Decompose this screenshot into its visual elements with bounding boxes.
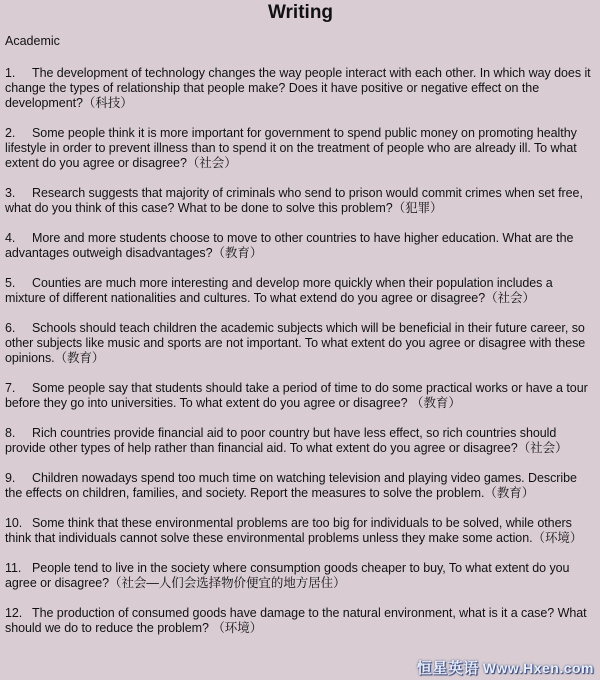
question-text: Some think that these environmental problems are too big for individuals to be solved, while others think that individuals cannot solve these environmental problems unless they make some action.（环境） [5,516,583,545]
question-text: Research suggests that majority of criminals who send to prison would commit crimes when set free, what do you think of this case? What to be done to solve this problem?（犯罪） [5,186,583,215]
question-item [5,471,596,501]
question-item [5,426,596,456]
question-text: Rich countries provide financial aid to poor country but have less effect, so rich countries should provide other types of help rather than financial aid. To what extent do you agree or disagree?（社会） [5,426,568,455]
question-number: 6. [5,321,16,335]
question-item [5,231,596,261]
question-number: 7. [5,381,16,395]
question-number: 2. [5,126,16,140]
question-item [5,381,596,411]
question-text: Counties are much more interesting and develop more quickly when their population includes a mixture of different nationalities and cultures. To what extend do you agree or disagree?（社会） [5,276,553,305]
question-number: 10. [5,516,23,530]
question-number: 11. [5,561,22,575]
question-text: Schools should teach children the academic subjects which will be beneficial in their future career, so other subjects like music and sports are not important. To what extent do you agree or disagree with these opinions.（教育） [5,321,586,365]
watermark-url: Www.Hxen.com [482,660,594,676]
question-number: 3. [5,186,16,200]
section-label: Academic [5,34,60,48]
question-text: More and more students choose to move to other countries to have higher education. What are the advantages outweigh disadvantages?（教育） [5,231,574,260]
question-item [5,321,596,366]
question-text: Children nowadays spend too much time on watching television and playing video games. Describe the effects on children, families, and society. Report the measures to solve the problem.（教育） [5,471,577,500]
question-list [5,66,596,636]
question-text: Some people say that students should take a period of time to do some practical works or have a tour before they go into universities. To what extent do you agree or disagree? （教育） [5,381,588,410]
page-title: Writing [267,2,334,23]
question-item [5,126,596,171]
watermark-cn: 恒星英语 [416,660,479,677]
question-item [5,561,596,591]
question-number: 8. [5,426,16,440]
question-item [5,516,596,546]
site-watermark [417,657,594,678]
question-text: The development of technology changes the way people interact with each other. In which way does it change the types of relationship that people make? Does it have positive or negative effect on the development?（科技） [5,66,591,110]
question-number: 1. [5,66,16,80]
question-item [5,66,596,111]
question-text: People tend to live in the society where consumption goods cheaper to buy, To what extent do you agree or disagree?（社会—人们会选择物价便宜的地方居住） [5,561,570,590]
question-item [5,276,596,306]
question-number: 4. [5,231,16,245]
question-number: 5. [5,276,16,290]
question-number: 12. [5,606,23,620]
question-text: The production of consumed goods have damage to the natural environment, what is it a case? What should we do to reduce the problem? （环境） [5,606,587,635]
question-item [5,186,596,216]
question-text: Some people think it is more important for government to spend public money on promoting healthy lifestyle in order to prevent illness than to spend it on the treatment of people who are already ill. To what extent do you agree or disagree?（社会） [5,126,577,170]
question-item [5,606,596,636]
question-number: 9. [5,471,16,485]
